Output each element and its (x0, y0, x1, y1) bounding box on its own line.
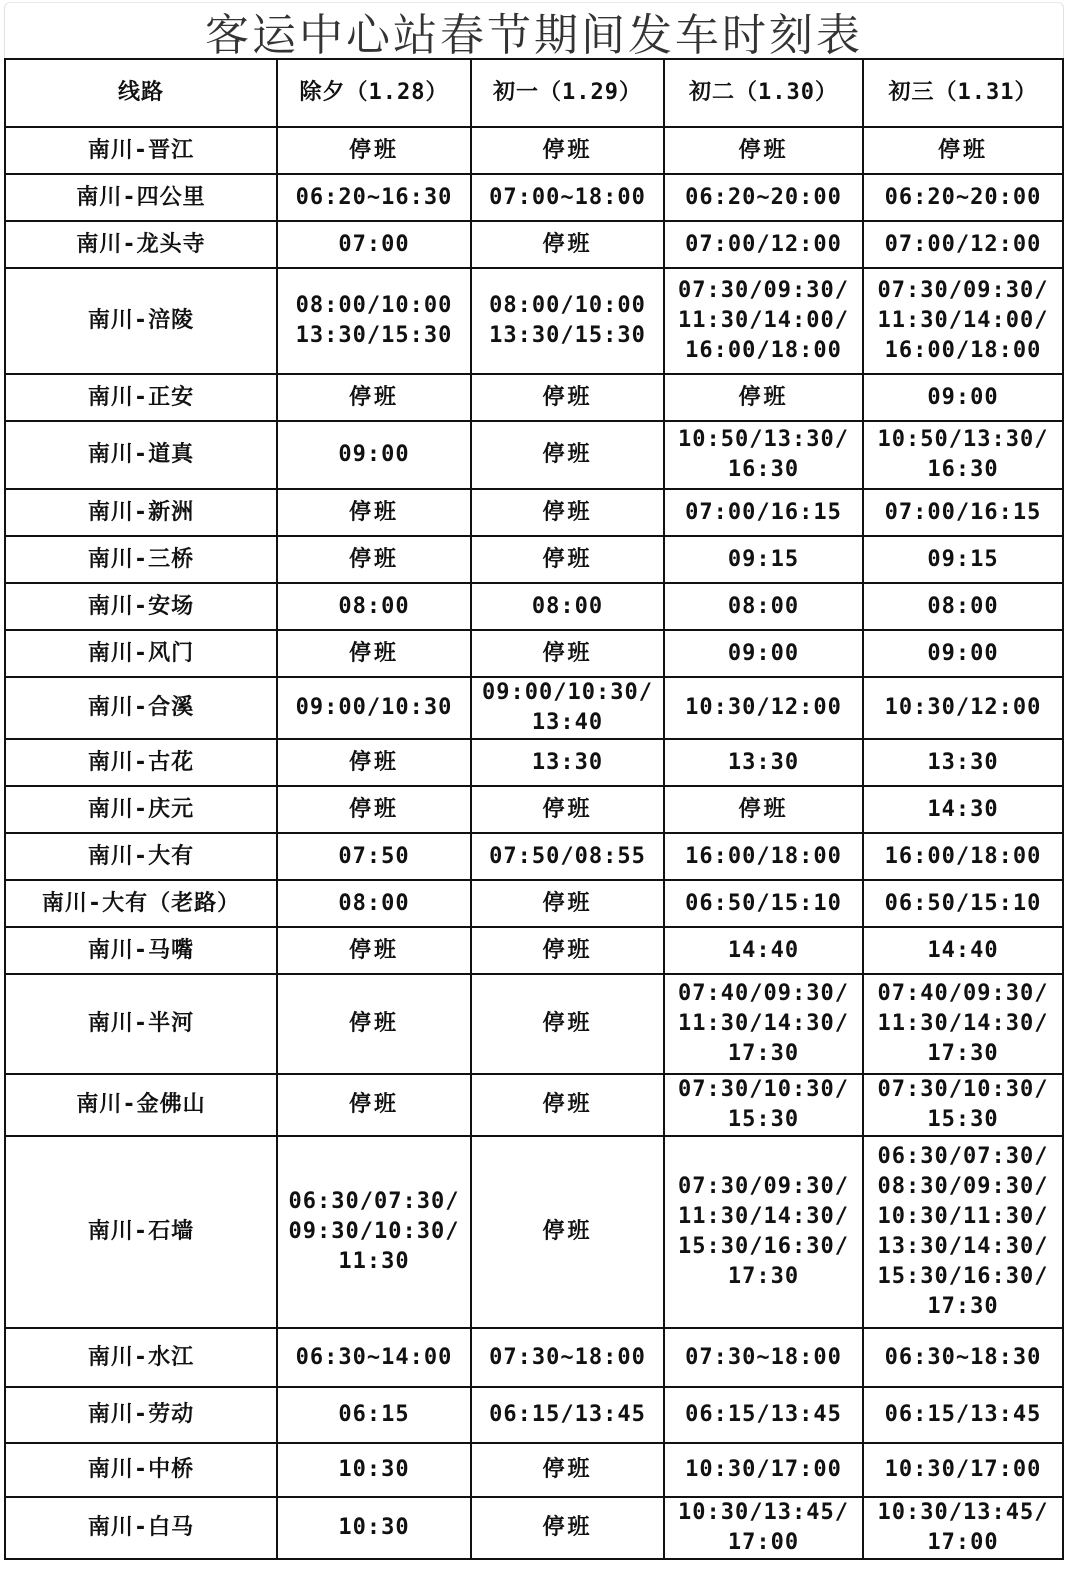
suspended-label: 停班 (348, 749, 399, 775)
route-cell: 南川-庆元 (5, 786, 277, 833)
time-cell (863, 739, 1063, 786)
departure-time: 10:50/13:30/ (877, 427, 1049, 452)
time-cell (471, 374, 664, 421)
time-cell (863, 583, 1063, 630)
departure-time: 11:30/14:30/ (877, 1011, 1049, 1036)
route-cell: 南川-正安 (5, 374, 277, 421)
suspended-label: 停班 (542, 499, 593, 525)
departure-time: 13:30/14:30/ (877, 1234, 1049, 1259)
time-cell (863, 786, 1063, 833)
suspended-label: 停班 (542, 442, 593, 467)
time-cell (277, 268, 471, 374)
time-cell (664, 489, 863, 536)
suspended-label: 停班 (542, 937, 593, 963)
table-row (5, 786, 1063, 833)
time-cell (277, 1074, 471, 1136)
departure-time: 16:00/18:00 (884, 843, 1042, 869)
departure-time: 10:30/13:45/ (877, 1500, 1049, 1525)
table-row (5, 421, 1063, 489)
departure-time: 07:00/16:15 (685, 499, 842, 525)
route-cell: 南川-道真 (5, 421, 277, 489)
route-cell: 南川-涪陵 (5, 268, 277, 374)
table-row (5, 1387, 1063, 1443)
departure-time: 11:30/14:00/ (877, 308, 1049, 333)
departure-time: 09:00 (927, 384, 999, 410)
table-row (5, 221, 1063, 268)
departure-time: 06:15/13:45 (489, 1402, 646, 1427)
time-cell (471, 739, 664, 786)
time-cell (863, 833, 1063, 880)
departure-time: 16:30 (927, 457, 999, 482)
table-row (5, 1074, 1063, 1136)
departure-time: 09:00 (927, 640, 999, 666)
departure-time: 11:30 (338, 1249, 410, 1274)
suspended-label: 停班 (348, 796, 399, 822)
table-row (5, 1328, 1063, 1387)
time-cell (664, 268, 863, 374)
table-row (5, 1497, 1063, 1559)
departure-time: 07:30/09:30/ (877, 278, 1049, 303)
time-cell (471, 880, 664, 927)
table-row (5, 583, 1063, 630)
header-route: 线路 (5, 59, 277, 127)
table-row (5, 1443, 1063, 1497)
suspended-label: 停班 (542, 1092, 593, 1117)
suspended-label: 停班 (542, 546, 593, 572)
table-row (5, 833, 1063, 880)
time-cell (863, 268, 1063, 374)
time-cell (664, 374, 863, 421)
time-cell (277, 833, 471, 880)
departure-time: 08:00 (727, 593, 800, 619)
schedule-table-body (5, 59, 1063, 1559)
suspended-label: 停班 (542, 890, 593, 916)
suspended-label: 停班 (348, 1011, 399, 1036)
suspended-label: 停班 (348, 137, 399, 163)
time-cell (471, 630, 664, 677)
departure-time: 17:30 (927, 1294, 999, 1319)
suspended-label: 停班 (348, 546, 399, 572)
suspended-label: 停班 (738, 796, 789, 822)
departure-time: 07:30/10:30/ (877, 1077, 1049, 1102)
time-cell (277, 221, 471, 268)
departure-time: 06:30~14:00 (295, 1344, 453, 1370)
time-cell (664, 536, 863, 583)
table-row (5, 374, 1063, 421)
time-cell (664, 421, 863, 489)
departure-time: 06:15 (338, 1402, 410, 1427)
suspended-label: 停班 (542, 1457, 593, 1482)
departure-time: 14:40 (927, 937, 999, 963)
time-cell (863, 1443, 1063, 1497)
header-day-2: 初一（1.29） (471, 59, 664, 127)
route-cell: 南川-马嘴 (5, 927, 277, 974)
time-cell (863, 1328, 1063, 1387)
time-cell (863, 174, 1063, 221)
route-cell: 南川-劳动 (5, 1387, 277, 1443)
departure-time: 06:30~18:30 (884, 1344, 1042, 1370)
time-cell (863, 1387, 1063, 1443)
time-cell (471, 174, 664, 221)
suspended-label: 停班 (348, 937, 399, 963)
time-cell (471, 974, 664, 1074)
suspended-label: 停班 (542, 137, 593, 163)
departure-time: 15:30 (927, 1107, 999, 1132)
time-cell (664, 1497, 863, 1559)
time-cell (471, 833, 664, 880)
table-row (5, 677, 1063, 739)
suspended-label: 停班 (348, 1092, 399, 1117)
time-cell (277, 739, 471, 786)
time-cell (863, 677, 1063, 739)
suspended-label: 停班 (542, 640, 593, 666)
header-day-4: 初三（1.31） (863, 59, 1063, 127)
departure-time: 07:30~18:00 (685, 1344, 842, 1370)
time-cell (863, 880, 1063, 927)
time-cell (664, 927, 863, 974)
time-cell (471, 421, 664, 489)
time-cell (863, 489, 1063, 536)
departure-time: 13:30 (531, 749, 604, 775)
departure-time: 07:00/16:15 (884, 499, 1042, 525)
time-cell (664, 583, 863, 630)
time-cell (471, 489, 664, 536)
departure-time: 08:00/10:00 (295, 293, 453, 318)
suspended-label: 停班 (542, 231, 593, 257)
time-cell (277, 1497, 471, 1559)
time-cell (863, 1136, 1063, 1328)
departure-time: 10:30/12:00 (884, 695, 1042, 720)
time-cell (471, 536, 664, 583)
departure-time: 14:30 (927, 796, 999, 822)
time-cell (471, 583, 664, 630)
departure-time: 13:30/15:30 (295, 323, 453, 348)
time-cell (277, 786, 471, 833)
route-cell: 南川-安场 (5, 583, 277, 630)
time-cell (277, 1387, 471, 1443)
table-row (5, 739, 1063, 786)
table-row (5, 489, 1063, 536)
time-cell (471, 786, 664, 833)
time-cell (277, 421, 471, 489)
route-cell: 南川-晋江 (5, 127, 277, 174)
departure-time: 07:40/09:30/ (678, 981, 849, 1006)
table-row (5, 1136, 1063, 1328)
departure-time: 07:00/12:00 (685, 231, 842, 257)
table-row (5, 630, 1063, 677)
time-cell (664, 1136, 863, 1328)
time-cell (863, 630, 1063, 677)
time-cell (277, 927, 471, 974)
suspended-label: 停班 (542, 1011, 593, 1036)
departure-time: 11:30/14:30/ (678, 1204, 849, 1229)
time-cell (471, 677, 664, 739)
departure-time: 13:40 (531, 710, 604, 735)
time-cell (664, 1387, 863, 1443)
time-cell (471, 1074, 664, 1136)
suspended-label: 停班 (738, 137, 789, 163)
departure-time: 06:30/07:30/ (288, 1189, 460, 1214)
table-row (5, 974, 1063, 1074)
page-title: 客运中心站春节期间发车时刻表 (4, 2, 1064, 58)
time-cell (664, 127, 863, 174)
suspended-label: 停班 (937, 137, 988, 163)
departure-time: 14:40 (727, 937, 800, 963)
departure-time: 09:00/10:30 (295, 695, 453, 720)
header-day-3: 初二（1.30） (664, 59, 863, 127)
departure-time: 06:30/07:30/ (877, 1144, 1049, 1169)
table-row (5, 174, 1063, 221)
route-cell: 南川-龙头寺 (5, 221, 277, 268)
time-cell (471, 268, 664, 374)
route-cell: 南川-石墙 (5, 1136, 277, 1328)
route-cell: 南川-大有（老路） (5, 880, 277, 927)
time-cell (664, 174, 863, 221)
departure-time: 10:30/17:00 (685, 1457, 842, 1482)
departure-time: 09:00/10:30/ (482, 680, 653, 705)
departure-time: 17:30 (727, 1264, 800, 1289)
time-cell (664, 1074, 863, 1136)
route-cell: 南川-金佛山 (5, 1074, 277, 1136)
time-cell (277, 536, 471, 583)
departure-time: 09:30/10:30/ (288, 1219, 460, 1244)
time-cell (664, 677, 863, 739)
time-cell (863, 1074, 1063, 1136)
departure-time: 06:20~20:00 (685, 184, 842, 210)
time-cell (277, 630, 471, 677)
table-row (5, 536, 1063, 583)
time-cell (471, 221, 664, 268)
departure-time: 06:15/13:45 (884, 1402, 1042, 1427)
departure-time: 07:00~18:00 (489, 184, 646, 210)
time-cell (863, 974, 1063, 1074)
time-cell (471, 1136, 664, 1328)
time-cell (863, 1497, 1063, 1559)
suspended-label: 停班 (542, 1219, 593, 1244)
route-cell: 南川-中桥 (5, 1443, 277, 1497)
departure-time: 17:00 (727, 1530, 800, 1555)
table-row (5, 268, 1063, 374)
departure-time: 07:50 (338, 843, 410, 869)
time-cell (471, 1497, 664, 1559)
schedule-table (4, 58, 1064, 1560)
departure-time: 08:00 (531, 593, 604, 619)
route-cell: 南川-古花 (5, 739, 277, 786)
route-cell: 南川-新洲 (5, 489, 277, 536)
header-day-1: 除夕（1.28） (277, 59, 471, 127)
departure-time: 15:30/16:30/ (678, 1234, 849, 1259)
departure-time: 06:50/15:10 (884, 890, 1042, 916)
time-cell (471, 127, 664, 174)
time-cell (277, 583, 471, 630)
time-cell (471, 927, 664, 974)
suspended-label: 停班 (348, 640, 399, 666)
time-cell (277, 974, 471, 1074)
departure-time: 07:30/09:30/ (678, 1174, 849, 1199)
departure-time: 15:30 (727, 1107, 800, 1132)
departure-time: 10:30 (338, 1457, 410, 1482)
time-cell (664, 739, 863, 786)
route-cell: 南川-三桥 (5, 536, 277, 583)
time-cell (277, 1443, 471, 1497)
route-cell: 南川-水江 (5, 1328, 277, 1387)
time-cell (277, 489, 471, 536)
time-cell (664, 1328, 863, 1387)
time-cell (863, 374, 1063, 421)
departure-time: 13:30 (727, 749, 800, 775)
time-cell (277, 880, 471, 927)
departure-time: 06:50/15:10 (685, 890, 842, 916)
route-cell: 南川-白马 (5, 1497, 277, 1559)
departure-time: 06:20~20:00 (884, 184, 1042, 210)
suspended-label: 停班 (738, 384, 789, 410)
departure-time: 09:00 (727, 640, 800, 666)
time-cell (277, 1136, 471, 1328)
time-cell (277, 174, 471, 221)
route-cell: 南川-四公里 (5, 174, 277, 221)
departure-time: 17:30 (727, 1041, 800, 1066)
time-cell (277, 127, 471, 174)
departure-time: 08:00 (338, 593, 410, 619)
time-cell (863, 221, 1063, 268)
departure-time: 08:00/10:00 (489, 293, 646, 318)
header-row (5, 59, 1063, 127)
departure-time: 07:40/09:30/ (877, 981, 1049, 1006)
time-cell (863, 421, 1063, 489)
departure-time: 11:30/14:00/ (678, 308, 849, 333)
suspended-label: 停班 (348, 499, 399, 525)
time-cell (863, 127, 1063, 174)
suspended-label: 停班 (542, 796, 593, 822)
route-cell: 南川-大有 (5, 833, 277, 880)
time-cell (664, 221, 863, 268)
time-cell (664, 974, 863, 1074)
departure-time: 13:30 (927, 749, 999, 775)
departure-time: 17:30 (927, 1041, 999, 1066)
time-cell (863, 536, 1063, 583)
suspended-label: 停班 (348, 384, 399, 410)
time-cell (471, 1443, 664, 1497)
departure-time: 15:30/16:30/ (877, 1264, 1049, 1289)
departure-time: 16:00/18:00 (884, 338, 1042, 363)
time-cell (664, 630, 863, 677)
time-cell (664, 880, 863, 927)
departure-time: 09:15 (927, 546, 999, 572)
departure-time: 10:30/12:00 (685, 695, 842, 720)
departure-time: 08:30/09:30/ (877, 1174, 1049, 1199)
time-cell (664, 1443, 863, 1497)
departure-time: 16:30 (727, 457, 800, 482)
suspended-label: 停班 (542, 384, 593, 410)
departure-time: 11:30/14:30/ (678, 1011, 849, 1036)
departure-time: 10:30/13:45/ (678, 1500, 849, 1525)
departure-time: 09:00 (338, 442, 410, 467)
departure-time: 07:30~18:00 (489, 1344, 646, 1370)
departure-time: 17:00 (927, 1530, 999, 1555)
route-cell: 南川-合溪 (5, 677, 277, 739)
departure-time: 08:00 (927, 593, 999, 619)
departure-time: 10:30/17:00 (884, 1457, 1042, 1482)
departure-time: 07:00/12:00 (884, 231, 1042, 257)
departure-time: 06:15/13:45 (685, 1402, 842, 1427)
departure-time: 07:30/10:30/ (678, 1077, 849, 1102)
time-cell (863, 927, 1063, 974)
route-cell: 南川-风门 (5, 630, 277, 677)
time-cell (277, 1328, 471, 1387)
departure-time: 07:50/08:55 (489, 843, 646, 869)
time-cell (664, 786, 863, 833)
time-cell (471, 1387, 664, 1443)
departure-time: 09:15 (727, 546, 800, 572)
suspended-label: 停班 (542, 1515, 593, 1540)
time-cell (664, 833, 863, 880)
departure-time: 10:50/13:30/ (678, 427, 849, 452)
departure-time: 10:30 (338, 1515, 410, 1540)
departure-time: 13:30/15:30 (489, 323, 646, 348)
departure-time: 07:30/09:30/ (678, 278, 849, 303)
route-cell: 南川-半河 (5, 974, 277, 1074)
departure-time: 16:00/18:00 (685, 338, 842, 363)
departure-time: 16:00/18:00 (685, 843, 842, 869)
departure-time: 07:00 (338, 231, 410, 257)
time-cell (471, 1328, 664, 1387)
table-row (5, 927, 1063, 974)
time-cell (277, 677, 471, 739)
table-row (5, 127, 1063, 174)
departure-time: 10:30/11:30/ (877, 1204, 1049, 1229)
time-cell (277, 374, 471, 421)
departure-time: 08:00 (338, 890, 410, 916)
departure-time: 06:20~16:30 (295, 184, 453, 210)
table-row (5, 880, 1063, 927)
